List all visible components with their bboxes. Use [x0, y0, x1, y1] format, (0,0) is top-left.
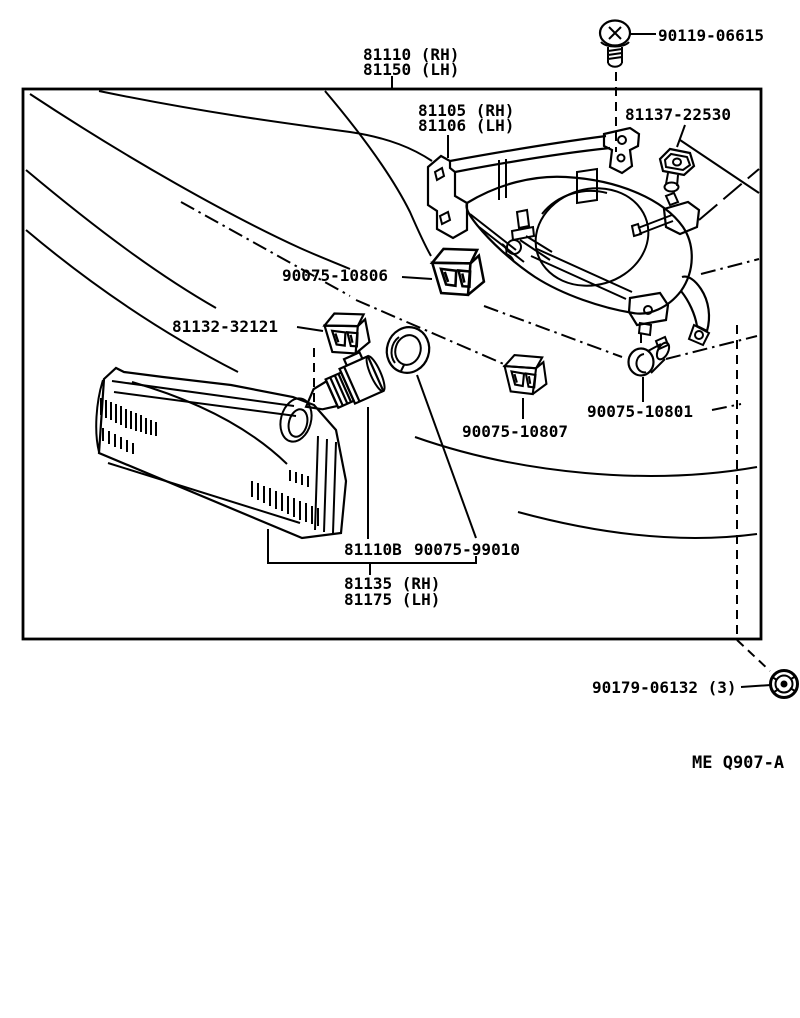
label-bracket-line1: 81105 (RH) [418, 101, 515, 120]
label-screw: 90119-06615 [658, 26, 764, 45]
leader-nut [741, 685, 771, 687]
bracket-left-ear [428, 156, 467, 238]
bracket-top-tab [604, 128, 639, 173]
label-clip-side: 81132-32121 [172, 317, 278, 336]
bracket-right-ear [664, 202, 699, 234]
clip-90075-10807-drawing [504, 354, 547, 396]
label-lens-unit-line1: 81135 (RH) [344, 574, 441, 593]
bumper-line [415, 437, 757, 476]
headlamp-lens-unit-drawing [96, 368, 346, 538]
screw-drawing [600, 21, 630, 67]
tab-hole [618, 136, 626, 144]
lens-outline [99, 368, 346, 538]
figure-code: ME Q907-A [692, 753, 785, 773]
stud-to-nut-line [737, 325, 770, 671]
lens-lower-trim [108, 463, 300, 523]
grommet-bore [637, 354, 646, 372]
nut-hole [781, 681, 788, 688]
phillips-slot [609, 27, 621, 39]
lens-hatching [290, 470, 308, 487]
label-unit-top-line1: 81110 (RH) [363, 45, 460, 64]
leader-clip-side [297, 327, 323, 331]
label-bracket-line2: 81106 (LH) [418, 116, 515, 135]
body-line [26, 230, 238, 372]
label-bulb: 81110B [344, 540, 402, 559]
bracket-bottom-foot [629, 293, 668, 325]
label-nut: 90179-06132 (3) [592, 678, 737, 697]
centerline [356, 300, 506, 365]
bumper-line [518, 512, 757, 538]
foot-stud [639, 323, 651, 335]
bracket-right-foot [689, 325, 709, 345]
pin-plate-rim [665, 154, 690, 170]
adjuster-gear [507, 240, 521, 254]
nut-drawing [771, 671, 798, 698]
label-clip-upper: 90075-10806 [282, 266, 388, 285]
centerline [701, 259, 759, 274]
grommet-tab [656, 337, 668, 349]
tab-hole [618, 155, 625, 162]
label-retainer-pin: 81137-22530 [625, 105, 731, 124]
label-grommet: 90075-10801 [587, 402, 693, 421]
lens-hatching [101, 398, 156, 436]
lens-top-trim [114, 392, 296, 416]
adjuster-assembly [502, 210, 552, 262]
screw-shank [608, 47, 622, 67]
headlamp-mounting-bracket-drawing [428, 128, 709, 345]
foot-hole [695, 331, 703, 339]
label-clip-lower: 90075-10807 [462, 422, 568, 441]
leader-ring [417, 375, 476, 538]
body-line [99, 91, 432, 161]
body-line [30, 94, 350, 269]
body-line [699, 169, 759, 220]
clip-81132-drawing [323, 310, 370, 356]
bulb-socket-drawing [295, 348, 388, 422]
clip-90075-10806-drawing [431, 245, 485, 298]
pin-foot [665, 183, 679, 192]
body-line [325, 91, 431, 256]
bracket-rail [450, 136, 610, 172]
centerline [666, 336, 757, 359]
centerline [484, 306, 622, 357]
grommet-drawing [629, 337, 672, 376]
leader-clip-upper [402, 277, 432, 279]
label-ring: 90075-99010 [414, 540, 520, 559]
label-lens-unit-line2: 81175 (LH) [344, 590, 441, 609]
retainer-pin-drawing [660, 149, 694, 192]
pin-hole [673, 159, 681, 166]
bracket-rail-struts [499, 159, 597, 203]
label-unit-top-line2: 81150 (LH) [363, 60, 460, 79]
ring-inner [391, 332, 424, 368]
lens-hatching [103, 428, 133, 454]
